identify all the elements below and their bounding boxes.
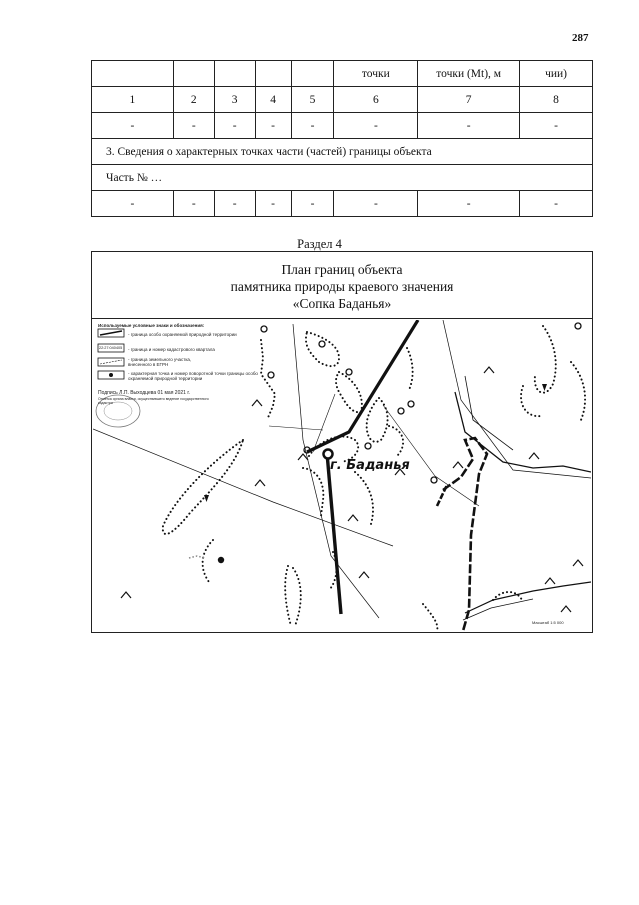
section-heading: 3. Сведения о характерных точках части (частей) границы объекта: [92, 139, 593, 165]
table-row: [92, 87, 593, 113]
legend-item: - граница особо охраняемой природной территории: [128, 332, 237, 337]
table-cell: точки (Mt), м: [418, 61, 520, 87]
section-title: Раздел 4: [297, 237, 342, 251]
plan-title-line: памятника природы краевого значения: [230, 279, 454, 294]
table-row: [92, 165, 593, 191]
table-cell: [214, 61, 255, 87]
legend-item: - граница и номер кадастрового квартала: [128, 347, 215, 352]
table-cell: -: [92, 191, 174, 217]
divider: [92, 318, 592, 319]
table-cell: -: [214, 113, 255, 139]
map-scale: Масштаб 1:5 000: [532, 620, 564, 625]
table-cell: -: [214, 191, 255, 217]
table-cell: -: [334, 191, 418, 217]
table-cell: 4: [255, 87, 291, 113]
part-label: Часть № …: [92, 165, 593, 191]
coordinates-table: [91, 60, 593, 217]
table-cell: 2: [173, 87, 214, 113]
legend-title: Используемые условные знаки и обозначения:: [98, 323, 205, 328]
table-cell: 8: [520, 87, 593, 113]
signature: Подпись Л.П. Выходцева 01 мая 2021 г.: [98, 390, 190, 396]
legend-code: 22:27:040405: [99, 346, 123, 350]
plan-box: [91, 251, 593, 633]
table-row: [92, 113, 593, 139]
table-cell: -: [291, 191, 334, 217]
table-cell: 3: [214, 87, 255, 113]
legend-item: - граница земельного участка, внесенного в ЕГРН: [128, 357, 192, 367]
table-cell: -: [520, 191, 593, 217]
table-cell: [255, 61, 291, 87]
reference-point: [218, 557, 224, 563]
legend-item: - характерная точка и номер поворотной точки границы особо охраняемой природной территории: [128, 371, 258, 381]
plan-title-line: «Сопка Баданья»: [292, 296, 392, 311]
table-cell: [92, 61, 174, 87]
table-cell: -: [173, 191, 214, 217]
table-cell: 1: [92, 87, 174, 113]
stamp-note: Отметка органа власти, осуществившего ведение государственного кадастра: [98, 397, 209, 405]
table-cell: -: [255, 113, 291, 139]
table-row: [92, 139, 593, 165]
table-cell: -: [418, 191, 520, 217]
table-cell: -: [291, 113, 334, 139]
table-header-row: [92, 61, 593, 87]
table-cell: -: [418, 113, 520, 139]
table-cell: точки: [334, 61, 418, 87]
table-row: [92, 191, 593, 217]
table-cell: -: [92, 113, 174, 139]
table-cell: 5: [291, 87, 334, 113]
table-cell: чии): [520, 61, 593, 87]
table-cell: -: [334, 113, 418, 139]
table-cell: 7: [418, 87, 520, 113]
table-cell: [291, 61, 334, 87]
plan-title-line: План границ объекта: [281, 262, 403, 277]
table-cell: -: [255, 191, 291, 217]
legend-symbols: [98, 329, 124, 379]
page-number: 287: [572, 32, 589, 44]
table-cell: [173, 61, 214, 87]
place-label: г. Баданья: [330, 458, 410, 473]
plan-title: [92, 261, 592, 312]
table-cell: -: [520, 113, 593, 139]
wells: [261, 323, 581, 483]
table-cell: -: [173, 113, 214, 139]
table-cell: 6: [334, 87, 418, 113]
